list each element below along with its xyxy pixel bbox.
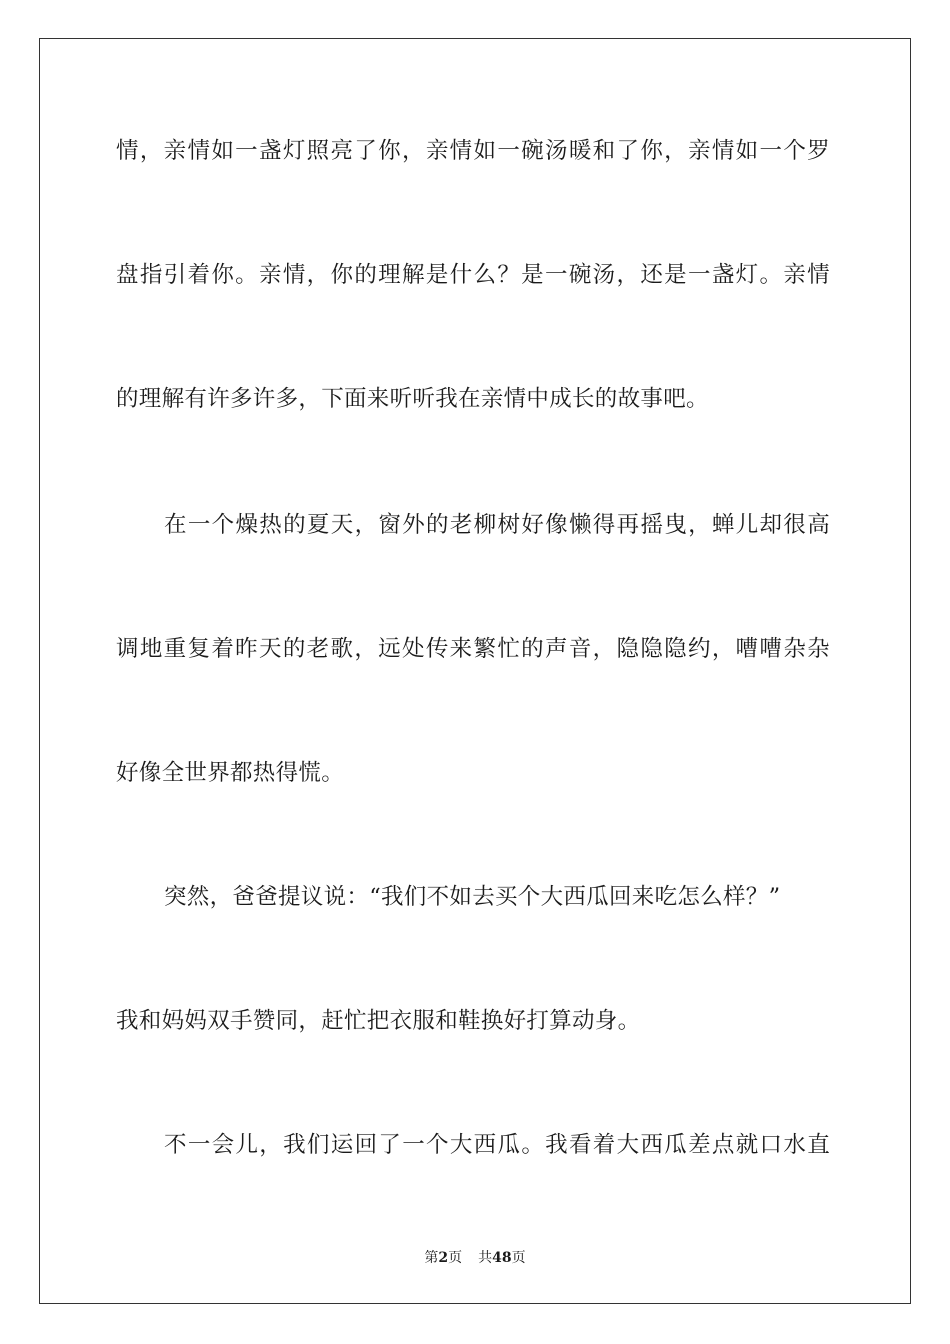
text-line: 我和妈妈双手赞同，赶忙把衣服和鞋换好打算动身。 — [116, 1008, 641, 1034]
text-line: 好像全世界都热得慌。 — [116, 760, 345, 786]
total-suffix: 页 — [511, 1250, 526, 1266]
page-suffix: 页 — [448, 1250, 463, 1266]
total-pages: 48 — [492, 1250, 512, 1266]
text-line: 盘指引着你。亲情，你的理解是什么？是一碗汤，还是一盏灯。亲情 — [116, 262, 830, 288]
page-footer — [0, 1248, 950, 1268]
paragraph-first-line: 不一会儿，我们运回了一个大西瓜。我看着大西瓜差点就口水直 — [164, 1132, 830, 1158]
page-border — [39, 38, 911, 1304]
page-number: 2 — [438, 1250, 449, 1266]
text-line: 调地重复着昨天的老歌，远处传来繁忙的声音，隐隐隐约，嘈嘈杂杂 — [116, 636, 830, 662]
text-line: 情，亲情如一盏灯照亮了你，亲情如一碗汤暖和了你，亲情如一个罗 — [116, 138, 830, 164]
text-line: 的理解有许多许多，下面来听听我在亲情中成长的故事吧。 — [116, 386, 709, 412]
paragraph-first-line: 在一个燥热的夏天，窗外的老柳树好像懒得再摇曳，蝉儿却很高 — [164, 512, 830, 538]
page-prefix: 第 — [424, 1250, 439, 1266]
paragraph-first-line: 突然，爸爸提议说：“我们不如去买个大西瓜回来吃怎么样？” — [164, 884, 781, 910]
total-prefix: 共 — [478, 1250, 493, 1266]
